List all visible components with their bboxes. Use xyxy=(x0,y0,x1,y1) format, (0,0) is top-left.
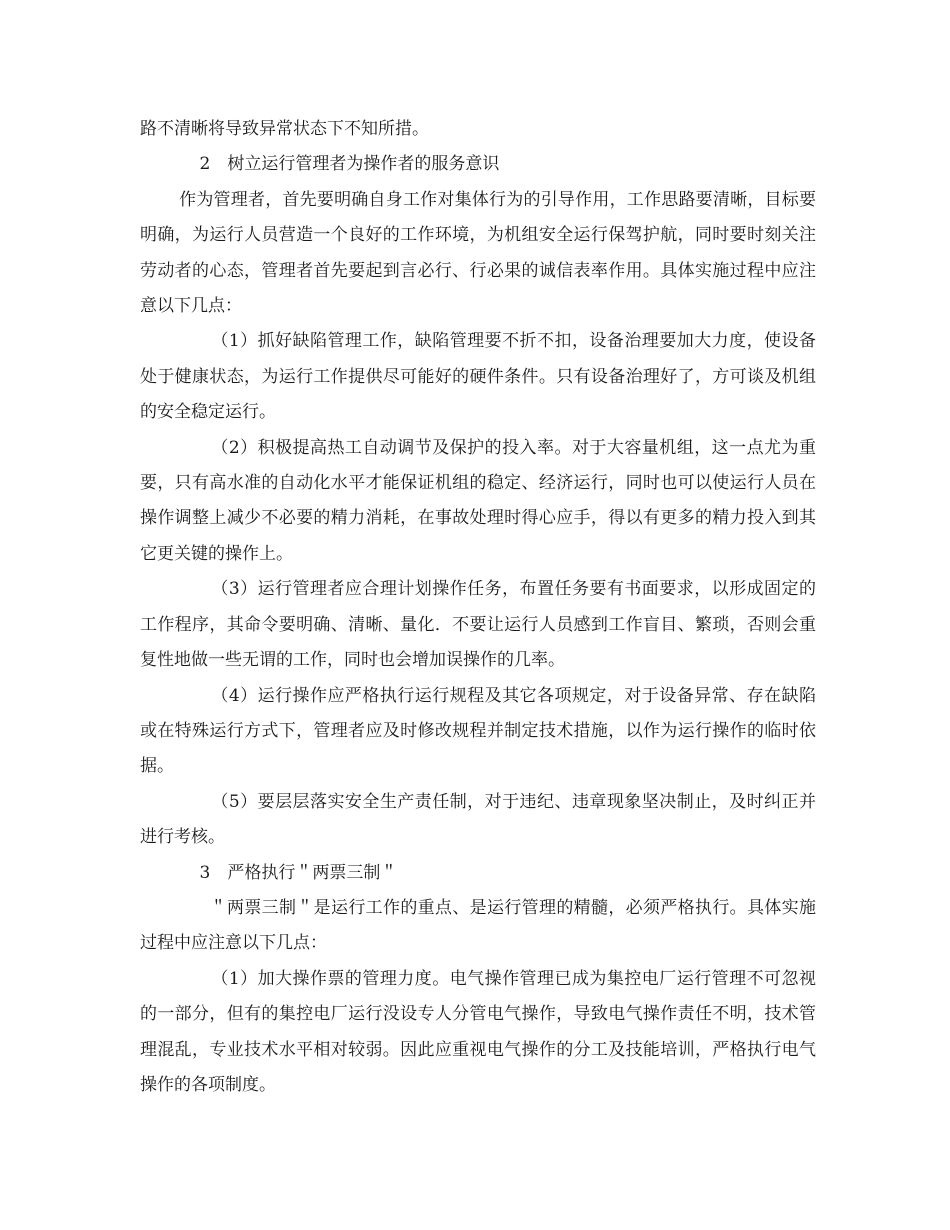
section-heading-3: 3 严格执行＂两票三制＂ xyxy=(199,862,398,883)
list-item-operation-ticket: （1）加大操作票的管理力度。电气操作管理已成为集控电厂运行管理不可忽视的一部分，但有的集控电厂运行没设专人分管电气操作，导致电气操作责任不明，技术管理混乱，专业技术水平相对较弱。因此应重视电气操作的分工及技能培训，严格执行电气操作的各项制度。 xyxy=(140,968,816,1095)
list-item-2: （2）积极提高热工自动调节及保护的投入率。对于大容量机组，这一点尤为重要，只有高水准的自动化水平才能保证机组的稳定、经济运行，同时也可以使运行人员在操作调整上减少不必要的精力消耗，在事故处理时得心应手，得以有更多的精力投入到其它更关键的操作上。 xyxy=(140,437,816,564)
list-item-1: （1）抓好缺陷管理工作，缺陷管理要不折不扣，设备治理要加大力度，使设备处于健康状态，为运行工作提供尽可能好的硬件条件。只有设备治理好了，方可谈及机组的安全稳定运行。 xyxy=(140,331,816,423)
document-body xyxy=(140,112,816,1103)
paragraph-continuation: 路不清晰将导致异常状态下不知所措。 xyxy=(140,119,429,139)
section-heading-2: 2 树立运行管理者为操作者的服务意识 xyxy=(199,154,500,175)
list-item-4: （4）运行操作应严格执行运行规程及其它各项规定，对于设备异常、存在缺陷或在特殊运行方式下，管理者应及时修改规程并制定技术措施，以作为运行操作的临时依据。 xyxy=(140,685,816,777)
paragraph-two-tickets: ＂两票三制＂是运行工作的重点、是运行管理的精髓，必须严格执行。具体实施过程中应注意以下几点： xyxy=(140,897,816,954)
paragraph-intro: 作为管理者，首先要明确自身工作对集体行为的引导作用，工作思路要清晰，目标要明确，为运行人员营造一个良好的工作环境，为机组安全运行保驾护航，同时要时刻关注劳动者的心态，管理者首先要起到言必行、行必果的诚信表率作用。具体实施过程中应注意以下几点： xyxy=(140,189,816,317)
list-item-5: （5）要层层落实安全生产责任制，对于违纪、违章现象坚决制止，及时纠正并进行考核。 xyxy=(140,791,816,848)
list-item-3: （3）运行管理者应合理计划操作任务，布置任务要有书面要求，以形成固定的工作程序，其命令要明确、清晰、量化．不要让运行人员感到工作盲目、繁琐，否则会重复性地做一些无谓的工作，同时也会增加误操作的几率。 xyxy=(140,579,816,671)
